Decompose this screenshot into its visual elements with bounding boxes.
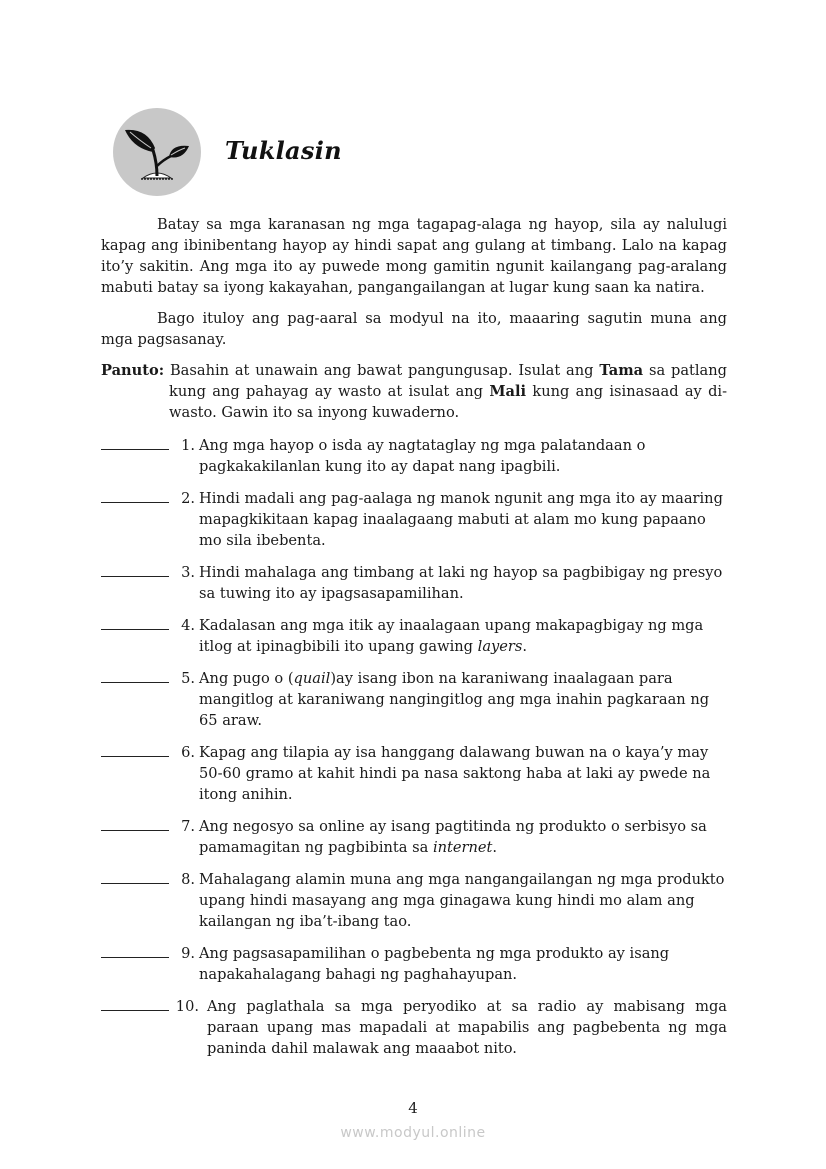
instructions-label: Panuto: bbox=[101, 362, 165, 379]
answer-blank[interactable] bbox=[101, 435, 169, 450]
item-number: 10. bbox=[175, 998, 199, 1015]
item-number: 7. bbox=[181, 818, 195, 835]
exercise-item bbox=[101, 615, 727, 657]
item-number: 4. bbox=[181, 617, 195, 634]
watermark: www.modyul.online bbox=[340, 1125, 486, 1141]
answer-blank[interactable] bbox=[101, 488, 169, 503]
item-text-part: Ang pugo o ( bbox=[199, 670, 294, 687]
answer-blank[interactable] bbox=[101, 668, 169, 683]
item-text: Hindi madali ang pag-aalaga ng manok ngunit ang mga ito ay maaring mapagkikitaan kapag inaalagaang mabuti at alam mo kung papaano mo sila ibebenta. bbox=[199, 490, 723, 549]
item-text-part: Kadalasan ang mga itik ay inaalagaan upang makapagbigay ng mga itlog at ipinagbibili ito upang gawing bbox=[199, 617, 704, 655]
item-text: Mahalagang alamin muna ang mga nangangailangan ng mga produkto upang hindi masayang ang mga ginagawa kung hindi mo alam ang kailangan ng iba’t-ibang tao. bbox=[199, 871, 725, 930]
intro-paragraph: Bago ituloy ang pag-aaral sa modyul na ito, maaaring sagutin muna ang mga pagsasanay. bbox=[101, 310, 727, 348]
answer-blank[interactable] bbox=[101, 742, 169, 757]
item-number: 1. bbox=[181, 437, 195, 454]
intro-paragraph: Batay sa mga karanasan ng mga tagapag-alaga ng hayop, sila ay nalulugi kapag ang ibinibentang hayop ay hindi sapat ang gulang at timbang. Lalo na kapag ito’y sakitin. Ang mga ito ay puwede mong gamitin ngunit kailangang pag-aralang mabuti batay sa iyong kakayahan, pangangailangan at lugar kung saan ka natira. bbox=[101, 216, 727, 296]
item-text-italic: internet bbox=[432, 839, 493, 856]
page-content bbox=[101, 214, 727, 1070]
item-text bbox=[199, 816, 727, 858]
item-text-part: )ay isang ibon na karaniwang inaalagaan para mangitlog at karaniwang nangingitlog ang mga inahin pagkaraan ng 65 araw. bbox=[199, 670, 710, 729]
exercise-item bbox=[101, 488, 727, 551]
item-number: 9. bbox=[181, 945, 195, 962]
item-text-italic: layers bbox=[477, 638, 523, 655]
answer-blank[interactable] bbox=[101, 996, 169, 1011]
exercise-item bbox=[101, 668, 727, 731]
page-number: 4 bbox=[408, 1099, 418, 1117]
exercise-item bbox=[101, 562, 727, 604]
item-text-part: . bbox=[492, 839, 498, 856]
answer-blank[interactable] bbox=[101, 615, 169, 630]
exercise-item bbox=[101, 435, 727, 477]
section-title: Tuklasin bbox=[225, 136, 342, 165]
item-text: Ang pagsasapamilihan o pagbebenta ng mga produkto ay isang napakahalagang bahagi ng paghahayupan. bbox=[199, 945, 670, 983]
answer-blank[interactable] bbox=[101, 869, 169, 884]
exercise-item bbox=[101, 869, 727, 932]
item-number: 5. bbox=[181, 670, 195, 687]
instructions-text: sa patlang kung ang pahayag ay wasto at isulat ang bbox=[169, 362, 727, 400]
answer-blank[interactable] bbox=[101, 943, 169, 958]
answer-blank[interactable] bbox=[101, 816, 169, 831]
seedling-icon bbox=[113, 108, 201, 196]
answer-blank[interactable] bbox=[101, 562, 169, 577]
instructions-text: Basahin at unawain ang bawat pangungusap. Isulat ang bbox=[169, 362, 594, 379]
exercise-item bbox=[101, 943, 727, 985]
item-text: Hindi mahalaga ang timbang at laki ng hayop sa pagbibigay ng presyo sa tuwing ito ay ipagsasapamilihan. bbox=[199, 564, 723, 602]
instructions-text: kung ang isinasaad ay di-wasto. Gawin ito sa inyong kuwaderno. bbox=[169, 383, 728, 421]
instructions bbox=[101, 360, 727, 423]
item-number: 8. bbox=[181, 871, 195, 888]
item-text: Ang mga hayop o isda ay nagtataglay ng mga palatandaan o pagkakakilanlan kung ito ay dapat nang ipagbili. bbox=[199, 437, 646, 475]
item-text-part: Ang negosyo sa online ay isang pagtitinda ng produkto o serbisyo sa pamamagitan ng pagbibinta sa bbox=[199, 818, 707, 856]
item-number: 3. bbox=[181, 564, 195, 581]
exercise-item bbox=[101, 816, 727, 858]
instructions-bold-tama: Tama bbox=[599, 362, 644, 379]
item-number: 2. bbox=[181, 490, 195, 507]
instructions-bold-mali: Mali bbox=[489, 383, 527, 400]
exercise-item bbox=[101, 996, 727, 1059]
item-text-part: . bbox=[522, 638, 528, 655]
item-text bbox=[199, 615, 727, 657]
item-text: Ang paglathala sa mga peryodiko at sa radio ay mabisang mga paraan upang mas mapadali at mapabilis ang pagbebenta ng mga paninda dahil malawak ang maaabot nito. bbox=[207, 998, 727, 1057]
exercise-item bbox=[101, 742, 727, 805]
item-text bbox=[199, 668, 727, 731]
item-text: Kapag ang tilapia ay isa hanggang dalawang buwan na o kaya’y may 50-60 gramo at kahit hindi pa nasa saktong haba at laki ay pwede na itong anihin. bbox=[199, 744, 711, 803]
item-number: 6. bbox=[181, 744, 195, 761]
item-text-italic: quail bbox=[293, 670, 331, 687]
